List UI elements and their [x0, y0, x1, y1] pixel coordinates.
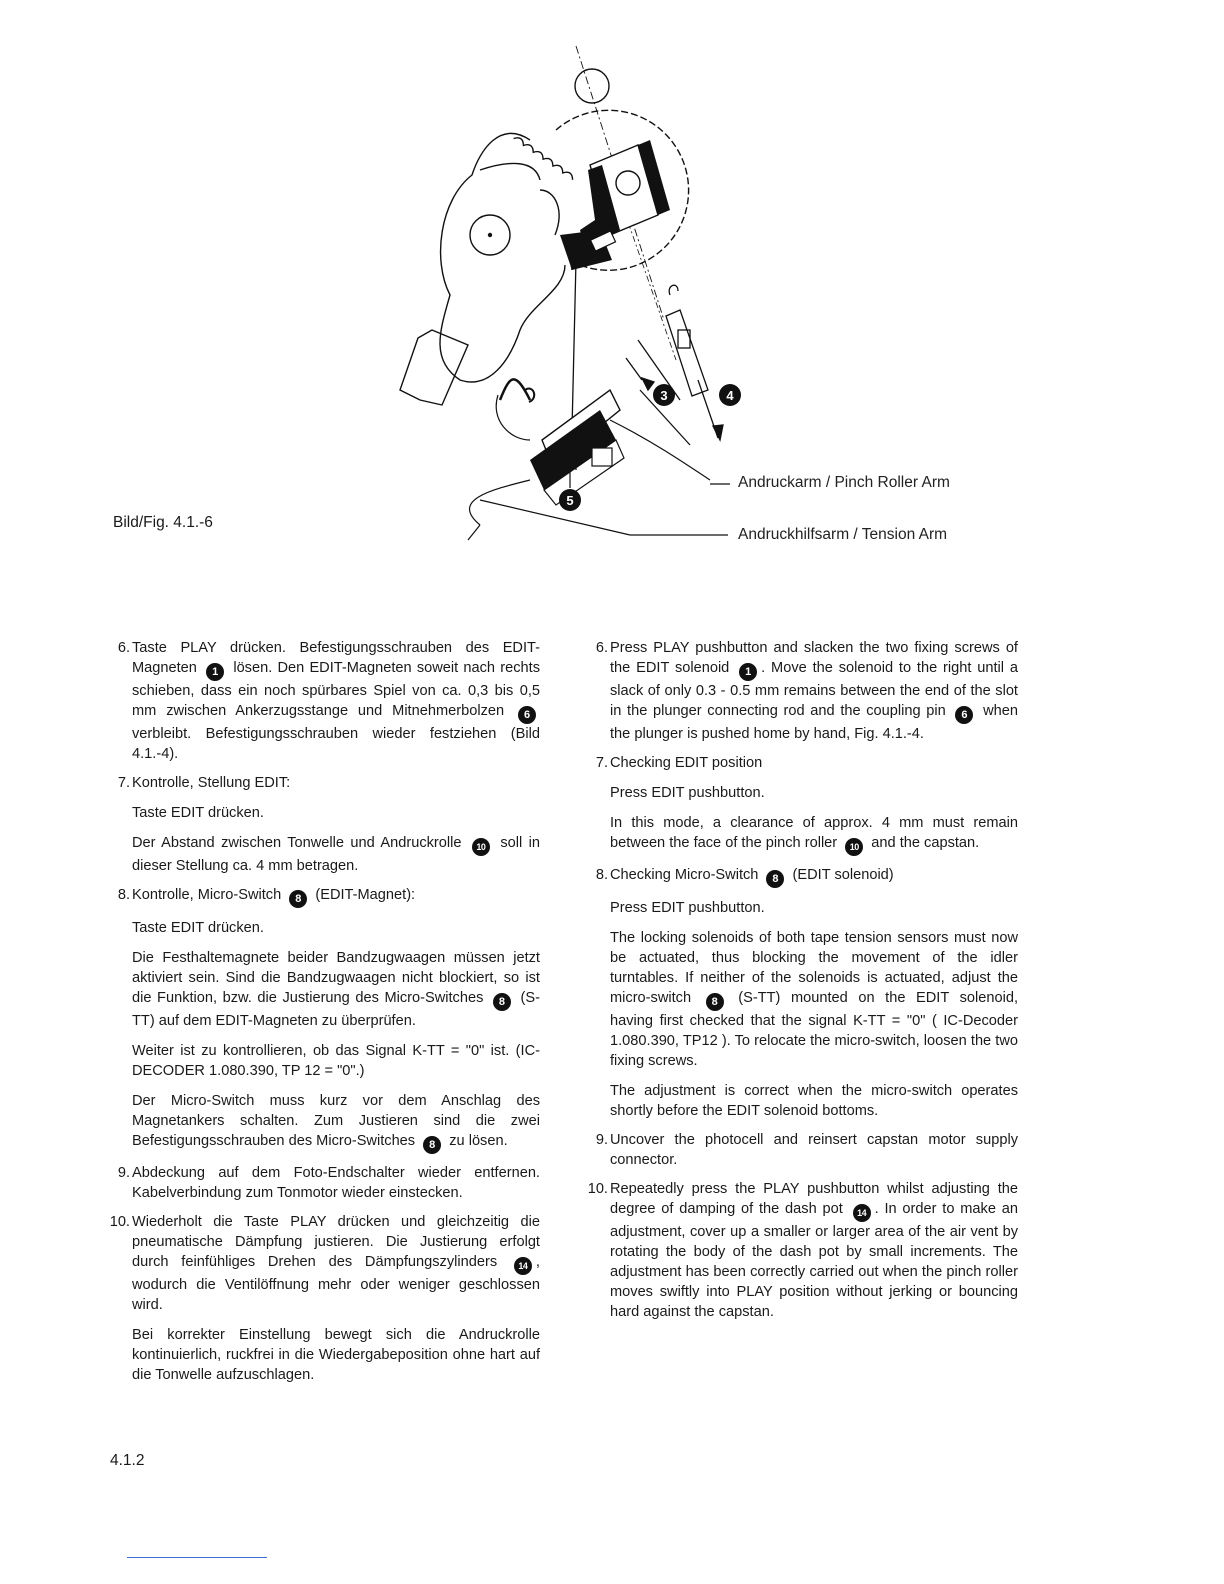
part-badge: 8: [493, 993, 511, 1011]
step-number: 9.: [117, 1165, 130, 1181]
part-badge: 1: [739, 663, 757, 681]
english-column: [586, 638, 1018, 1331]
step-number: 7.: [595, 755, 608, 771]
step-number: 9.: [595, 1132, 608, 1148]
step-number: 10.: [587, 1181, 608, 1197]
de-step-7: 7. Kontrolle, Stellung EDIT: Taste EDIT drücken. Der Abstand zwischen Tonwelle und Andruckrolle 10 soll in dieser Stellung ca. 4 mm betragen.: [108, 773, 540, 876]
german-column: [108, 638, 540, 1394]
de-step-9: 9. Abdeckung auf dem Foto-Endschalter wieder entfernen. Kabelverbindung zum Tonmotor wieder einstecken.: [108, 1163, 540, 1203]
pinch-roller-arm-label: Andruckarm / Pinch Roller Arm: [738, 474, 950, 491]
part-badge: 6: [955, 706, 973, 724]
de-step-8: 8. Kontrolle, Micro-Switch 8 (EDIT-Magnet): Taste EDIT drücken. Die Festhaltemagnete beider Bandzugwaagen müssen jetzt aktiviert sein. Sind die Bandzugwaagen nicht blockiert, so ist die Funktion, bzw. die Justierung des Micro-Switches 8 (S-TT) auf dem EDIT-Magneten zu überprüfen. Weiter ist zu kontrollieren, ob das Signal K-TT = "0" ist. (IC-DECODER 1.080.390, TP 12 = "0".) Der Micro-Switch muss kurz vor dem Anschlag des Magnetankers schalten. Zum Justieren sind die zwei Befestigungsschrauben des Micro-Switches 8 zu lösen.: [108, 885, 540, 1154]
part-badge: 8: [766, 870, 784, 888]
callout-5-text: 5: [566, 493, 574, 508]
part-badge: 6: [518, 706, 536, 724]
step-number: 10.: [109, 1214, 130, 1230]
part-badge: 10: [845, 838, 863, 856]
en-step-8: 8. Checking Micro-Switch 8 (EDIT solenoid) Press EDIT pushbutton. The locking solenoids of both tape tension sensors must now be actuated, thus blocking the movement of the idler turntables. If neither of the solenoids is actuated, adjust the micro-switch 8 (S-TT) mounted on the EDIT solenoid, having first checked that the signal K-TT = "0" ( IC-Decoder 1.080.390, TP12 ). To relocate the micro-switch, loosen the two fixing screws. The adjustment is correct when the micro-switch operates shortly before the EDIT solenoid bottoms.: [586, 865, 1018, 1121]
step-number: 7.: [117, 775, 130, 791]
part-badge: 14: [514, 1257, 532, 1275]
en-step-10: 10. Repeatedly press the PLAY pushbutton whilst adjusting the degree of damping of the dash pot 14 . In order to make an adjustment, cover up a smaller or larger area of the air vent by rotating the body of the dash pot by small increments. The adjustment has been correctly carried out when the pinch roller moves swiftly into PLAY position without jerking or bouncing hard against the capstan.: [586, 1179, 1018, 1322]
part-badge: 10: [472, 838, 490, 856]
part-badge: 1: [206, 663, 224, 681]
step-number: 8.: [117, 887, 130, 903]
link-underline: [127, 1557, 267, 1558]
page-number: 4.1.2: [110, 1452, 145, 1469]
tension-arm-label: Andruckhilfsarm / Tension Arm: [738, 526, 948, 543]
de-step-6: 6. Taste PLAY drücken. Befestigungsschrauben des EDIT-Magneten 1 lösen. Den EDIT-Magneten soweit nach rechts schieben, dass ein noch spürbares Spiel von ca. 0,3 bis 0,5 mm zwischen Ankerzugsstange und Mitnehmerbolzen 6 verbleibt. Befestigungsschrauben wieder festziehen (Bild 4.1.-4).: [108, 638, 540, 764]
callout-3-text: 3: [660, 388, 668, 403]
step-number: 6.: [117, 640, 130, 656]
part-badge: 14: [853, 1204, 871, 1222]
en-step-9: 9. Uncover the photocell and reinsert capstan motor supply connector.: [586, 1130, 1018, 1170]
step-number: 6.: [595, 640, 608, 656]
en-step-6: 6. Press PLAY pushbutton and slacken the two fixing screws of the EDIT solenoid 1 . Move the solenoid to the right until a slack of only 0.3 - 0.5 mm remains between the end of the slot in the plunger connecting rod and the coupling pin 6 when the plunger is pushed home by hand, Fig. 4.1.-4.: [586, 638, 1018, 744]
de-step-10: 10. Wiederholt die Taste PLAY drücken und gleichzeitig die pneumatische Dämpfung justieren. Die Justierung erfolgt durch feinfühliges Drehen des Dämpfungszylinders 14 , wodurch die Ventilöffnung mehr oder weniger geschlossen wird. Bei korrekter Einstellung bewegt sich die Andruckrolle kontinuierlich, ruckfrei in die Wiedergabeposition ohne hart auf die Tonwelle aufzuschlagen.: [108, 1212, 540, 1385]
part-badge: 8: [289, 890, 307, 908]
part-badge: 8: [706, 993, 724, 1011]
callout-4-text: 4: [726, 388, 734, 403]
step-number: 8.: [595, 867, 608, 883]
en-step-7: 7. Checking EDIT position Press EDIT pushbutton. In this mode, a clearance of approx. 4 mm must remain between the face of the pinch roller 10 and the capstan.: [586, 753, 1018, 856]
figure-caption: Bild/Fig. 4.1.-6: [113, 514, 213, 531]
part-badge: 8: [423, 1136, 441, 1154]
